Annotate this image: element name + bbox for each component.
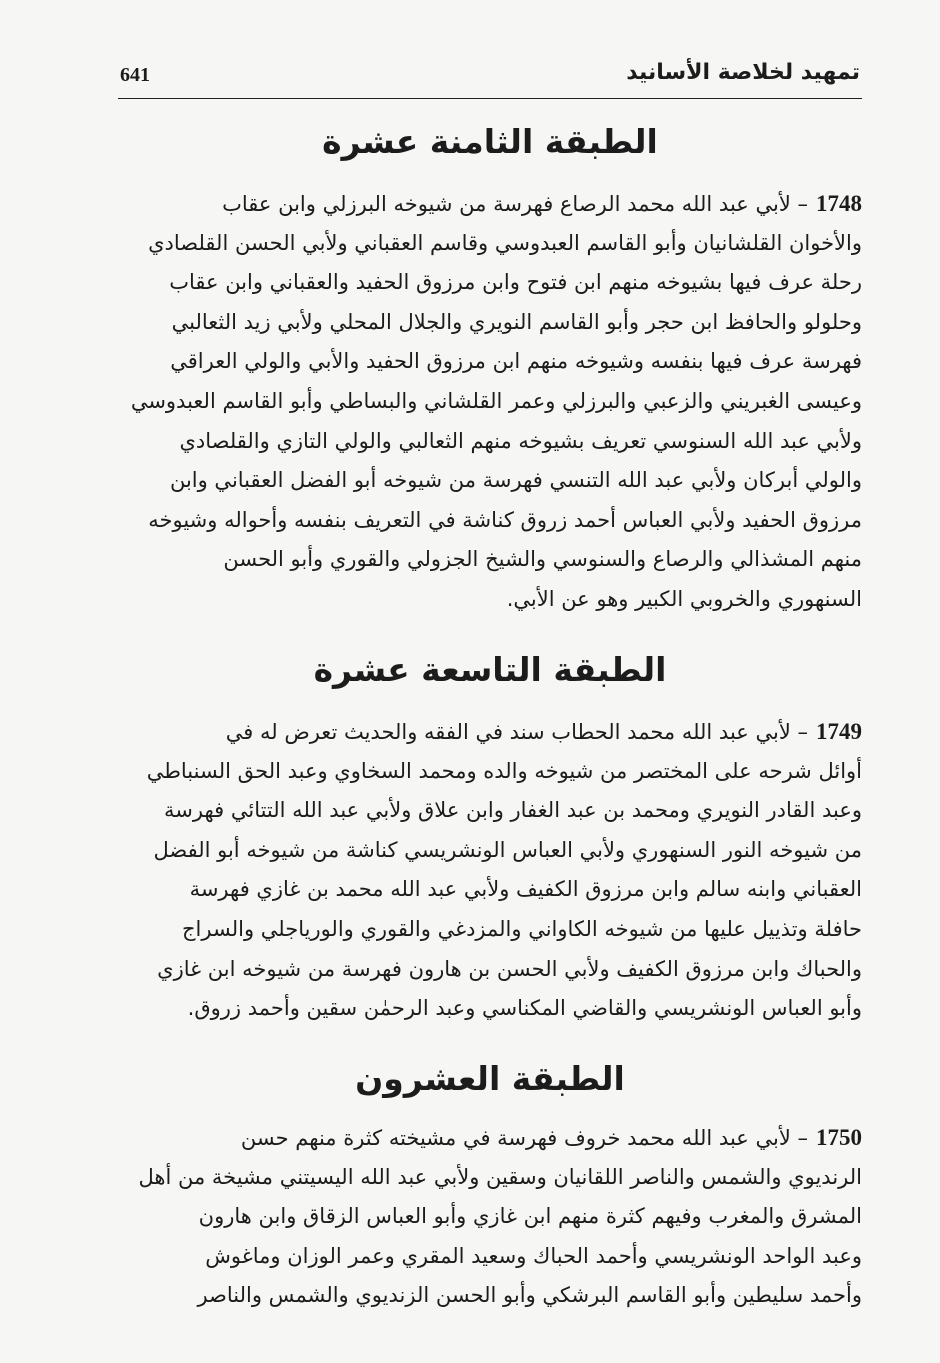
text-line: والأخوان القلشانيان وأبو القاسم العبدوسي وقاسم العقباني ولأبي الحسن القلصادي [148,230,862,255]
entry-number: 1748 [816,191,862,216]
text-line: وأبو العباس الونشريسي والقاضي المكناسي وعبد الرحمٰن سقين وأحمد زروق. [187,996,862,1021]
text-line: وعيسى الغبريني والزعبي والبرزلي وعمر القلشاني والبساطي وأبو القاسم العبدوسي [130,388,862,413]
text-line: مرزوق الحفيد ولأبي العباس أحمد زروق كناشة في التعريف بنفسه وأحواله وشيوخه [148,507,862,532]
text-line: وعبد القادر النويري ومحمد بن عبد الغفار وابن علاق ولأبي عبد الله التتائي فهرسة [164,798,862,823]
running-title: تمهيد لخلاصة الأسانيد [626,60,860,85]
text-line: والحباك وابن مرزوق الكفيف ولأبي الحسن بن هارون فهرسة من شيوخه ابن غازي [157,956,862,981]
text-line: أوائل شرحه على المختصر من شيوخه والده ومحمد السخاوي وعبد الحق السنباطي [146,758,862,783]
page-number: 641 [120,64,150,86]
text-line: ولأبي عبد الله السنوسي تعريف بشيوخه منهم الثعالبي والولي التازي والقلصادي [179,428,862,453]
header-rule [118,98,862,99]
text-line: السنهوري والخروبي الكبير وهو عن الأبي. [506,586,862,611]
text-line [118,712,862,752]
text-line: حافلة وتذييل عليها من شيوخه الكاواني والمزدغي والقوري والورياجلي والسراج [182,916,862,941]
text-line: والولي أبركان ولأبي عبد الله التنسي فهرسة من شيوخه أبو الفضل العقباني وابن [169,468,862,493]
section-heading: الطبقة العشرون [355,1059,625,1098]
text-line: الرنديوي والشمس والناصر اللقانيان وسقين ولأبي عبد الله اليسيتني مشيخة من أهل [138,1164,862,1189]
entry-1749 [118,712,862,1029]
text-line: وحلولو والحافظ ابن حجر وأبو القاسم النويري والجلال المحلي ولأبي زيد الثعالبي [171,309,862,334]
text-line: رحلة عرف فيها بشيوخه منهم ابن فتوح وابن مرزوق الحفيد والعقباني وابن عقاب [169,270,862,295]
entry-1748 [118,184,862,620]
text-line: وعبد الواحد الونشريسي وأحمد الحباك وسعيد المقري وعمر الوزان وماغوش [205,1243,862,1268]
page-header [118,58,860,98]
text-line: من شيوخه النور السنهوري ولأبي العباس الونشريسي كناشة من شيوخه أبو الفضل [153,837,862,862]
entry-1750 [118,1118,862,1316]
text-line: المشرق والمغرب وفيهم كثرة منهم ابن غازي وأبو العباس الزقاق وابن هارون [198,1204,862,1229]
text-line [118,1118,862,1158]
text-line: وأحمد سليطين وأبو القاسم البرشكي وأبو الحسن الزنديوي والشمس والناصر [197,1283,862,1308]
line-text: – لأبي عبد الله محمد الرصاع فهرسة من شيوخه البرزلي وابن عقاب [222,192,808,216]
section-heading: الطبقة الثامنة عشرة [322,122,658,161]
text-line [118,184,862,224]
line-text: – لأبي عبد الله محمد الحطاب سند في الفقه والحديث تعرض له في [225,720,808,744]
text-line: منهم المشذالي والرصاع والسنوسي والشيخ الجزولي والقوري وأبو الحسن [223,547,862,572]
entry-number: 1750 [816,1125,862,1150]
section-heading: الطبقة التاسعة عشرة [313,650,667,689]
line-text: – لأبي عبد الله محمد خروف فهرسة في مشيخته كثرة منهم حسن [240,1126,808,1150]
entry-number: 1749 [816,719,862,744]
text-line: العقباني وابنه سالم وابن مرزوق الكفيف ولأبي عبد الله محمد بن غازي فهرسة [189,877,862,902]
text-line: فهرسة عرف فيها بنفسه وشيوخه منهم ابن مرزوق الحفيد والأبي والولي العراقي [170,349,862,374]
